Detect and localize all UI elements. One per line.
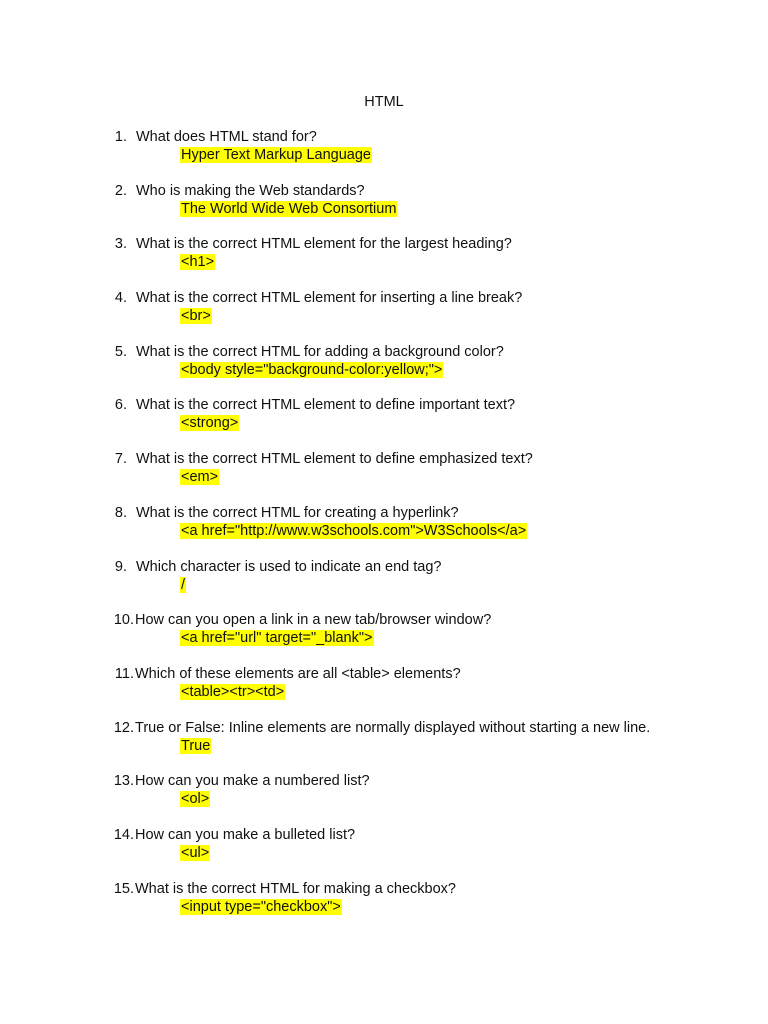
document-title: HTML [364,94,404,110]
question-number: 15. [113,880,134,897]
answer-highlight: / [181,576,186,593]
answer-highlight: <a href="http://www.w3schools.com">W3Schools</a> [181,522,527,539]
question-item [0,719,768,773]
question-item [0,396,768,450]
question-number: 1. [114,129,127,145]
question-text: What is the correct HTML element to define important text? [136,397,516,414]
answer-line [180,790,210,808]
question-item [0,826,768,880]
question-text: What is the correct HTML for making a checkbox? [135,880,456,897]
answer-line [180,414,239,432]
question-number: 10. [113,612,134,629]
question-item [0,772,768,826]
answer-line [180,576,186,594]
question-item [0,611,768,665]
answer-highlight: <em> [181,469,219,486]
question-text: How can you open a link in a new tab/browser window? [135,612,492,629]
question-text: How can you make a numbered list? [135,773,370,790]
answer-line [180,522,527,540]
answer-line [180,253,215,271]
question-item [0,182,768,236]
answer-highlight: True [181,737,211,754]
answer-highlight: <table><tr><td> [181,683,285,700]
question-item [0,880,768,934]
question-item [0,450,768,504]
answer-highlight: <input type="checkbox"> [181,898,341,915]
question-number: 14. [113,826,134,843]
question-number: 13. [113,773,134,790]
question-text: What does HTML stand for? [136,129,317,145]
question-text: Who is making the Web standards? [136,182,365,199]
answer-line [180,844,210,862]
answer-line [180,200,397,218]
answer-highlight: The World Wide Web Consortium [181,200,397,217]
question-text: What is the correct HTML element for inserting a line break? [136,290,523,307]
question-number: 6. [114,397,127,414]
answer-highlight: <ol> [181,791,210,808]
question-text: What is the correct HTML for creating a hyperlink? [136,504,459,521]
question-list [0,128,768,933]
answer-highlight: <br> [181,308,211,325]
answer-highlight: <h1> [181,254,215,271]
answer-line [180,307,212,325]
question-number: 7. [114,451,127,468]
answer-line [180,146,372,164]
question-item [0,289,768,343]
answer-highlight: <ul> [181,844,210,861]
question-item [0,235,768,289]
question-number: 4. [114,290,127,307]
question-number: 11. [114,665,134,682]
answer-line [180,683,285,701]
answer-highlight: <body style="background-color:yellow;"> [181,361,443,378]
question-text: How can you make a bulleted list? [135,826,356,843]
question-item [0,665,768,719]
question-number: 12. [113,719,134,736]
answer-highlight: <strong> [181,415,239,432]
question-item [0,128,768,182]
answer-highlight: <a href="url" target="_blank"> [181,630,373,647]
question-text: Which of these elements are all <table> elements? [135,665,461,682]
answer-highlight: Hyper Text Markup Language [181,147,371,163]
question-item [0,504,768,558]
question-number: 9. [114,558,127,575]
question-number: 3. [114,236,127,253]
question-number: 8. [114,504,127,521]
question-number: 2. [114,182,127,199]
question-text: What is the correct HTML for adding a background color? [136,343,504,360]
question-text: What is the correct HTML element to define emphasized text? [136,451,533,468]
question-number: 5. [114,343,127,360]
question-text: True or False: Inline elements are normally displayed without starting a new line. [135,719,651,736]
answer-line [180,629,374,647]
answer-line [180,361,443,379]
question-item [0,558,768,612]
question-text: Which character is used to indicate an end tag? [136,558,442,575]
question-item [0,343,768,397]
answer-line [180,737,211,755]
question-text: What is the correct HTML element for the largest heading? [136,236,512,253]
answer-line [180,898,342,916]
answer-line [180,468,219,486]
